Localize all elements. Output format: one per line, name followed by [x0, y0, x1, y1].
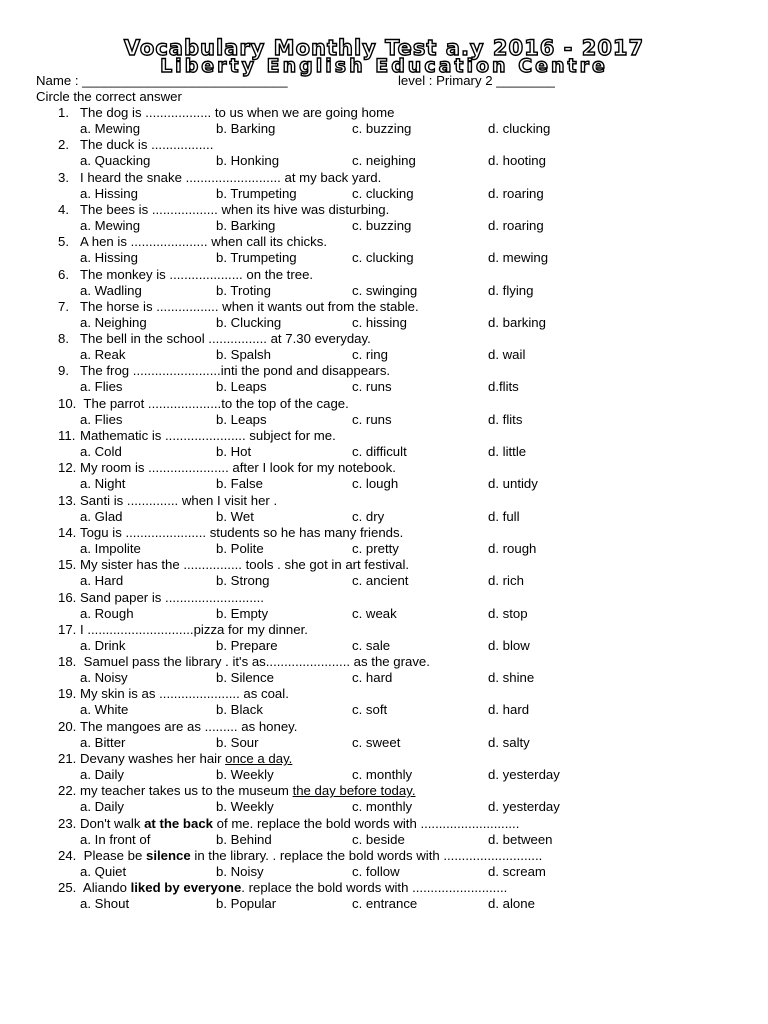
question-text: Devany washes her hair [80, 751, 226, 766]
answer-option-c[interactable]: c. buzzing [352, 121, 412, 136]
question-number: 14. [58, 524, 77, 540]
answer-option-c[interactable]: c. runs [352, 411, 392, 427]
question-number: 15. [58, 557, 77, 573]
question-text: My sister has the ................ tools . she got in art festival. [80, 557, 410, 573]
question-text: my teacher takes us to the museum [80, 783, 293, 799]
question-text: Aliando [80, 880, 131, 896]
question-number: 13. [58, 492, 77, 508]
answer-option-a[interactable]: a. Hissing [80, 185, 138, 201]
answer-option-a[interactable]: a. In front of [80, 831, 151, 847]
answer-option-b[interactable]: b. Leaps [216, 411, 267, 427]
answer-option-a[interactable]: a. Rough [80, 605, 134, 621]
answer-option-b[interactable]: b. Leaps [216, 379, 267, 395]
answer-option-d[interactable]: d. hard [488, 702, 530, 718]
question-text: The monkey is .................... on the tree. [80, 266, 314, 282]
answer-option-c[interactable]: c. neighing [352, 153, 416, 169]
question-text: Don't walk [80, 815, 145, 831]
question-2 [58, 137, 213, 153]
answer-option-c[interactable]: c. clucking [352, 185, 414, 201]
answer-option-d[interactable]: d. full [488, 508, 520, 524]
answer-option-b[interactable]: b. Troting [216, 282, 271, 298]
level-field: level : Primary 2 ________ [398, 73, 555, 88]
answer-option-c[interactable]: c. sale [352, 637, 391, 653]
question-12 [58, 460, 396, 476]
name-field: Name : ____________________________ [36, 73, 288, 88]
answer-option-b[interactable]: b. Barking [216, 121, 276, 136]
answer-option-d[interactable]: d. between [488, 831, 553, 847]
question-text: Samuel pass the library . it's as....................... as the grave. [80, 654, 430, 670]
answer-option-b[interactable]: b. Strong [216, 573, 270, 589]
answer-option-b[interactable]: b. Trumpeting [216, 250, 297, 266]
question-text: The bees is .................. when its hive was disturbing. [80, 201, 390, 217]
answer-option-b[interactable]: b. Polite [216, 540, 264, 556]
answer-option-b[interactable]: b. Hot [216, 444, 252, 459]
question-text: My skin is as ...................... as coal. [80, 686, 289, 702]
question-8 [58, 331, 371, 347]
answer-option-d[interactable]: d. clucking [488, 121, 551, 136]
school-name: Liberty English Education Centre [160, 55, 608, 77]
answer-option-b[interactable]: b. Black [216, 702, 263, 718]
answer-option-b[interactable]: b. Behind [216, 831, 272, 847]
answer-option-d[interactable]: d. wail [488, 347, 526, 363]
question-number: 24. [58, 847, 77, 863]
question-text: Sand paper is ........................... [80, 589, 264, 605]
answer-option-a[interactable]: a. Quacking [80, 153, 151, 169]
question-text: . replace the bold words with .......................... [241, 880, 508, 896]
answer-option-a[interactable]: a. Daily [80, 767, 124, 782]
question-text: The mangoes are as ......... as honey. [80, 718, 298, 734]
answer-option-b[interactable]: b. Prepare [216, 637, 278, 653]
question-23 [58, 816, 519, 832]
question-number: 20. [58, 718, 77, 734]
answer-option-c[interactable]: c. buzzing [352, 217, 412, 233]
answer-option-c[interactable]: c. monthly [352, 799, 413, 815]
answer-option-a[interactable]: a. Reak [80, 347, 126, 363]
question-6 [58, 267, 313, 283]
instruction-text: Circle the correct answer [36, 89, 182, 104]
question-20 [58, 719, 297, 735]
question-7 [58, 299, 419, 315]
question-number: 4. [58, 201, 69, 217]
answer-option-a[interactable]: a. Flies [80, 379, 123, 395]
question-16 [58, 590, 264, 606]
answer-option-b[interactable]: b. Spalsh [216, 347, 271, 363]
answer-option-b[interactable]: b. Clucking [216, 314, 282, 330]
answer-option-c[interactable]: c. sweet [352, 734, 401, 750]
question-4 [58, 202, 389, 218]
question-22 [58, 783, 416, 799]
question-5 [58, 234, 327, 250]
answer-option-d[interactable]: d. roaring [488, 217, 544, 233]
question-number: 10. [58, 395, 77, 411]
answer-option-c[interactable]: c. dry [352, 508, 385, 524]
answer-option-d[interactable]: d. salty [488, 734, 530, 750]
answer-option-d[interactable]: d.flits [488, 379, 519, 395]
answer-option-a[interactable]: a. Night [80, 476, 126, 492]
answer-option-d[interactable]: d. flits [488, 411, 523, 427]
answer-option-b[interactable]: b. Honking [216, 153, 280, 169]
answer-option-c[interactable]: c. ring [352, 347, 388, 363]
answer-option-c[interactable]: c. swinging [352, 282, 418, 298]
answer-option-d[interactable]: d. barking [488, 314, 546, 330]
answer-option-b[interactable]: b. Weekly [216, 767, 274, 782]
answer-option-d[interactable]: d. scream [488, 863, 546, 879]
answer-option-d[interactable]: d. untidy [488, 476, 538, 492]
bold-phrase: liked by everyone [130, 880, 242, 896]
question-text: The parrot ....................to the top of the cage. [80, 395, 349, 411]
question-18 [58, 654, 430, 670]
underlined-phrase: once a day. [225, 751, 293, 766]
question-text: A hen is ..................... when call its chicks. [80, 234, 327, 250]
question-number: 25. [58, 880, 77, 896]
underlined-phrase: the day before today. [292, 783, 416, 799]
question-number: 3. [58, 169, 69, 185]
answer-option-d[interactable]: d. rough [488, 540, 537, 556]
question-number: 17. [58, 621, 77, 637]
answer-option-d[interactable]: d. flying [488, 282, 534, 298]
answer-option-c[interactable]: c. ancient [352, 573, 409, 589]
answer-option-c[interactable]: c. weak [352, 605, 397, 621]
question-number: 2. [58, 137, 69, 153]
answer-option-a[interactable]: a. Quiet [80, 863, 127, 879]
answer-option-d[interactable]: d. alone [488, 896, 535, 912]
question-number: 16. [58, 589, 77, 605]
answer-option-a[interactable]: a. Mewing [80, 121, 141, 136]
answer-option-b[interactable]: b. Sour [216, 734, 259, 750]
answer-option-a[interactable]: a. Bitter [80, 734, 126, 750]
answer-option-a[interactable]: a. Cold [80, 444, 122, 459]
question-text: The horse is ................. when it wants out from the stable. [80, 298, 419, 314]
answer-option-a[interactable]: a. Flies [80, 411, 123, 427]
test-title: Vocabulary Monthly Test a.y 2016 - 2017 [123, 36, 645, 60]
question-text: I heard the snake .......................... at my back yard. [80, 169, 382, 185]
question-text: Mathematic is ...................... subject for me. [80, 428, 336, 443]
question-number: 6. [58, 266, 69, 282]
question-text: The frog ........................inti the pond and disappears. [80, 363, 391, 379]
question-number: 19. [58, 686, 77, 702]
answer-option-b[interactable]: b. Noisy [216, 863, 264, 879]
question-number: 11. [58, 428, 76, 443]
answer-option-a[interactable]: a. Hard [80, 573, 124, 589]
answer-option-a[interactable]: a. Neighing [80, 314, 147, 330]
answer-option-c[interactable]: c. lough [352, 476, 399, 492]
question-text: The dog is .................. to us when we are going home [80, 105, 395, 120]
question-19 [58, 686, 289, 702]
answer-option-d[interactable]: d. stop [488, 605, 528, 621]
question-9 [58, 363, 390, 379]
question-text: I .............................pizza for my dinner. [80, 621, 308, 637]
answer-option-d[interactable]: d. blow [488, 637, 530, 653]
answer-option-d[interactable]: d. yesterday [488, 767, 560, 782]
answer-option-c[interactable]: c. difficult [352, 444, 407, 459]
answer-option-b[interactable]: b. Silence [216, 670, 274, 686]
question-number: 7. [58, 298, 69, 314]
question-25 [58, 880, 507, 896]
question-1 [58, 105, 394, 121]
answer-option-c[interactable]: c. runs [352, 379, 392, 395]
answer-option-b[interactable]: b. Wet [216, 508, 254, 524]
answer-option-a[interactable]: a. Noisy [80, 670, 128, 686]
question-24 [58, 848, 542, 864]
answer-option-b[interactable]: b. Barking [216, 217, 276, 233]
answer-option-a[interactable]: a. Mewing [80, 217, 141, 233]
answer-option-d[interactable]: d. mewing [488, 250, 549, 266]
answer-option-c[interactable]: c. monthly [352, 767, 413, 782]
answer-option-d[interactable]: d. little [488, 444, 527, 459]
question-number: 21. [58, 751, 77, 766]
question-3 [58, 170, 381, 186]
answer-option-c[interactable]: c. soft [352, 702, 388, 718]
question-text: Please be [80, 847, 146, 863]
question-number: 23. [58, 815, 77, 831]
bold-phrase: silence [145, 847, 191, 863]
question-text: The bell in the school ................ at 7.30 everyday. [80, 331, 371, 347]
question-number: 18. [58, 654, 77, 670]
question-number: 5. [58, 234, 69, 250]
question-text: in the library. . replace the bold words with ........................... [190, 847, 543, 863]
answer-option-d[interactable]: d. hooting [488, 153, 546, 169]
answer-option-c[interactable]: c. clucking [352, 250, 414, 266]
answer-option-b[interactable]: b. Weekly [216, 799, 274, 815]
question-number: 1. [58, 105, 69, 120]
question-text: The duck is ................. [80, 137, 214, 153]
answer-option-a[interactable]: a. Drink [80, 637, 126, 653]
answer-option-c[interactable]: c. follow [352, 863, 400, 879]
answer-option-a[interactable]: a. Glad [80, 508, 123, 524]
answer-option-c[interactable]: c. entrance [352, 896, 418, 912]
answer-option-c[interactable]: c. hard [352, 670, 393, 686]
answer-option-d[interactable]: d. yesterday [488, 799, 560, 815]
answer-option-a[interactable]: a. Daily [80, 799, 124, 815]
answer-option-a[interactable]: a. Wadling [80, 282, 142, 298]
answer-option-d[interactable]: d. roaring [488, 185, 544, 201]
question-text: Santi is .............. when I visit her . [80, 492, 278, 508]
question-14 [58, 525, 403, 541]
answer-option-c[interactable]: c. hissing [352, 314, 407, 330]
answer-option-c[interactable]: c. pretty [352, 540, 399, 556]
question-15 [58, 557, 409, 573]
answer-option-b[interactable]: b. Trumpeting [216, 185, 297, 201]
answer-option-b[interactable]: b. Empty [216, 605, 269, 621]
answer-option-b[interactable]: b. False [216, 476, 263, 492]
question-21 [58, 751, 292, 767]
answer-option-a[interactable]: a. Impolite [80, 540, 141, 556]
title-block [0, 38, 768, 76]
question-number: 8. [58, 331, 69, 347]
answer-option-a[interactable]: a. White [80, 702, 129, 718]
question-17 [58, 622, 308, 638]
question-13 [58, 493, 277, 509]
question-text: My room is ...................... after I look for my notebook. [80, 460, 396, 476]
question-10 [58, 396, 349, 412]
answer-option-d[interactable]: d. shine [488, 670, 535, 686]
question-number: 12. [58, 460, 77, 476]
question-11 [58, 428, 336, 444]
answer-option-a[interactable]: a. Hissing [80, 250, 138, 266]
question-text: Togu is ...................... students so he has many friends. [80, 524, 404, 540]
answer-option-c[interactable]: c. beside [352, 831, 405, 847]
question-number: 9. [58, 363, 69, 379]
question-number: 22. [58, 783, 77, 799]
answer-option-b[interactable]: b. Popular [216, 896, 277, 912]
bold-phrase: at the back [144, 815, 213, 831]
question-text: of me. replace the bold words with ........................... [213, 815, 520, 831]
answer-option-d[interactable]: d. rich [488, 573, 524, 589]
answer-option-a[interactable]: a. Shout [80, 896, 130, 912]
